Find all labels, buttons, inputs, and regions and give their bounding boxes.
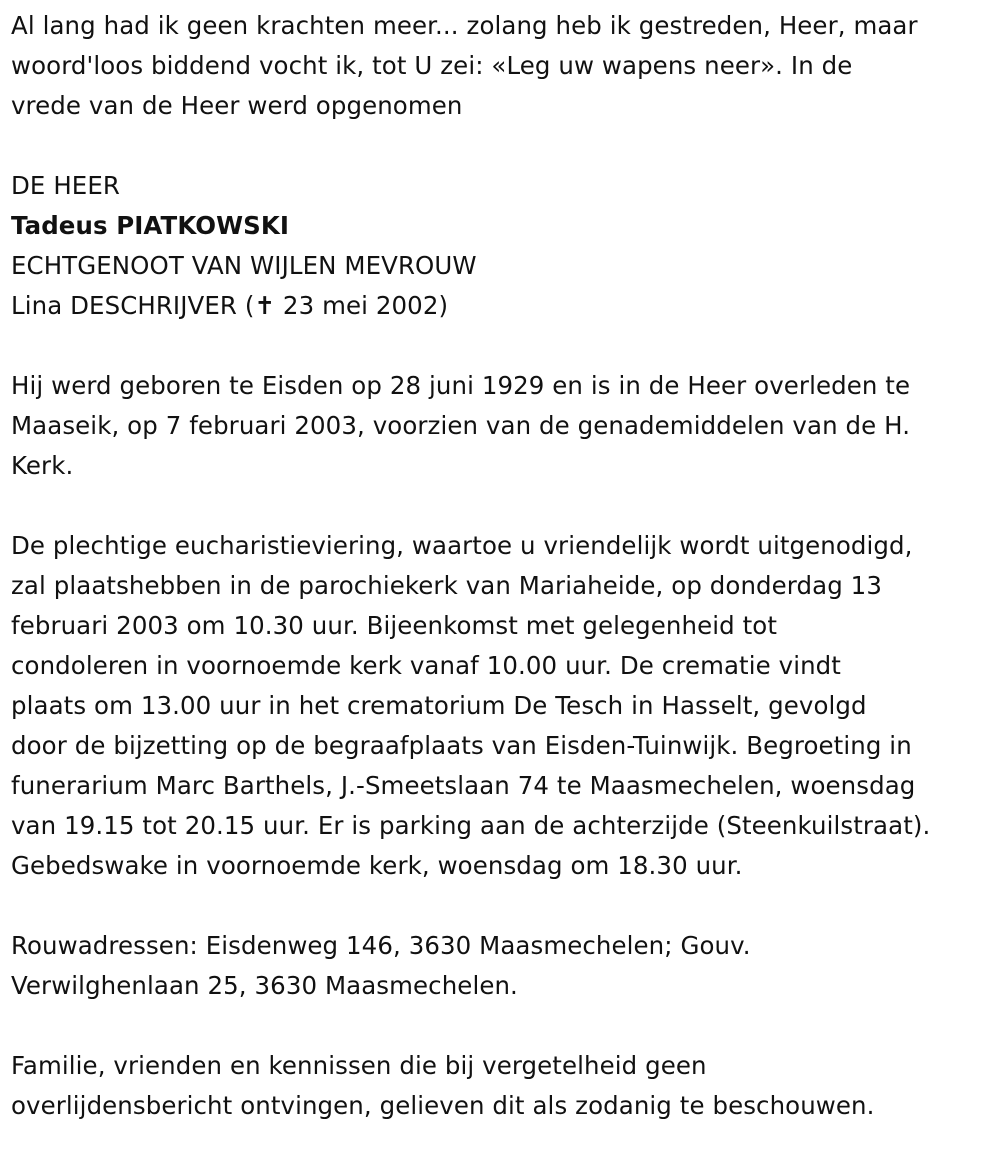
death-notice [11, 6, 991, 1126]
paragraph-line: Familie, vrienden en kennissen die bij vergetelheid geen [11, 1051, 707, 1080]
poem-line: vrede van de Heer werd opgenomen [11, 91, 463, 120]
paragraph-line: funerarium Marc Barthels, J.-Smeetslaan 74 te Maasmechelen, woensdag [11, 771, 916, 800]
service-paragraph [11, 526, 991, 886]
paragraph-line: door de bijzetting op de begraafplaats van Eisden-Tuinwijk. Begroeting in [11, 731, 912, 760]
opening-poem [11, 6, 991, 126]
deceased-name: Tadeus PIATKOWSKI [11, 211, 290, 240]
deceased-header [11, 166, 991, 326]
paragraph-line: Rouwadressen: Eisdenweg 146, 3630 Maasmechelen; Gouv. [11, 931, 751, 960]
honorific-title: DE HEER [11, 171, 120, 200]
paragraph-line: condoleren in voornoemde kerk vanaf 10.00 uur. De crematie vindt [11, 651, 841, 680]
paragraph-line: zal plaatshebben in de parochiekerk van Mariaheide, op donderdag 13 [11, 571, 882, 600]
addresses-paragraph [11, 926, 991, 1006]
paragraph-line: Gebedswake in voornoemde kerk, woensdag om 18.30 uur. [11, 851, 743, 880]
paragraph-line: plaats om 13.00 uur in het crematorium De Tesch in Hasselt, gevolgd [11, 691, 867, 720]
poem-line: woord'loos biddend vocht ik, tot U zei: «Leg uw wapens neer». In de [11, 51, 853, 80]
paragraph-line: De plechtige eucharistieviering, waartoe u vriendelijk wordt uitgenodigd, [11, 531, 913, 560]
spouse-line: Lina DESCHRIJVER (✝ 23 mei 2002) [11, 291, 449, 320]
paragraph-line: Maaseik, op 7 februari 2003, voorzien van de genademiddelen van de H. [11, 411, 911, 440]
poem-line: Al lang had ik geen krachten meer... zolang heb ik gestreden, Heer, maar [11, 11, 918, 40]
paragraph-line: Kerk. [11, 451, 74, 480]
paragraph-line: Verwilghenlaan 25, 3630 Maasmechelen. [11, 971, 518, 1000]
relation-line: ECHTGENOOT VAN WIJLEN MEVROUW [11, 251, 477, 280]
birth-death-paragraph [11, 366, 991, 486]
paragraph-line: van 19.15 tot 20.15 uur. Er is parking aan de achterzijde (Steenkuilstraat). [11, 811, 931, 840]
paragraph-line: Hij werd geboren te Eisden op 28 juni 1929 en is in de Heer overleden te [11, 371, 911, 400]
paragraph-line: februari 2003 om 10.30 uur. Bijeenkomst met gelegenheid tot [11, 611, 778, 640]
closing-paragraph [11, 1046, 991, 1126]
paragraph-line: overlijdensbericht ontvingen, gelieven dit als zodanig te beschouwen. [11, 1091, 875, 1120]
